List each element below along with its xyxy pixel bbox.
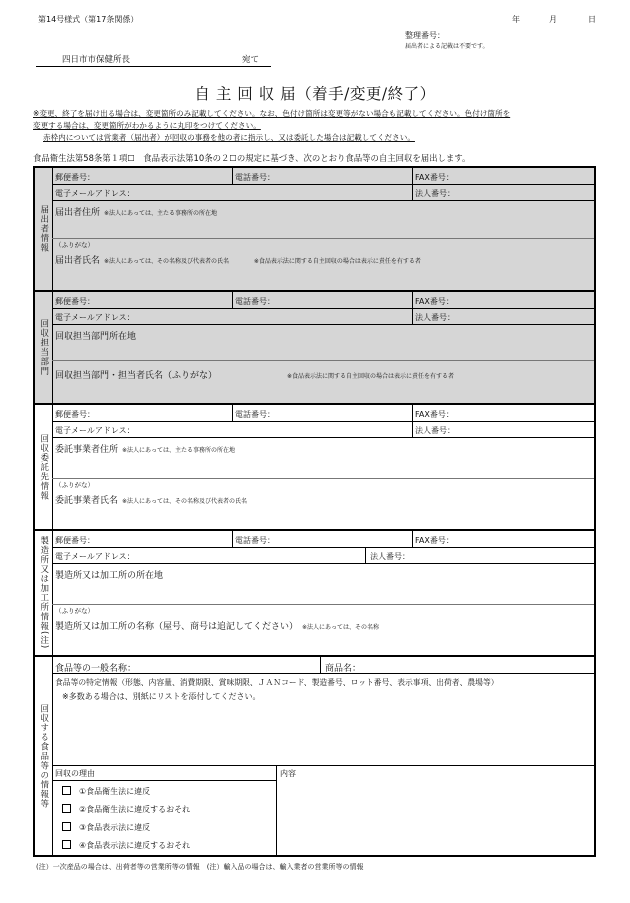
month-label: 月: [549, 15, 557, 24]
furigana-label: （ふりがな）: [55, 241, 94, 249]
food-info-section: [35, 657, 594, 855]
checkbox-icon[interactable]: [62, 840, 71, 849]
instruction-line-1: ※変更、終了を届け出る場合は、変更箇所のみ記載してください。なお、色付け箇所は変更等がない場合も記載してください。色付け箇所を: [33, 109, 511, 118]
recall-department-name-field[interactable]: 回収担当部門・担当者氏名（ふりがな） ※食品表示法に関する自主回収の場合は表示に責任を有する者: [55, 371, 455, 381]
contractor-postal-code-field[interactable]: 郵便番号：: [55, 410, 95, 419]
notifier-name-field[interactable]: 届出者氏名 ※法人にあっては、その名称及び代表者の氏名 ※食品表示法に関する自主回収の場合は表示に責任を有する者: [55, 256, 421, 266]
checkbox-icon[interactable]: [62, 804, 71, 813]
recall-department-address-field[interactable]: 回収担当部門所在地: [55, 332, 137, 342]
contractor-corporate-number-field[interactable]: 法人番号：: [415, 426, 455, 435]
contractor-section: [35, 405, 594, 529]
general-name-field[interactable]: 食品等の一般名称：: [55, 664, 137, 674]
factory-section: [35, 531, 594, 655]
factory-side-label: 製造所又は加工所情報(注): [35, 531, 53, 655]
footer-note: (注）一次産品の場合は、出荷者等の営業所等の情報 (注）輸入品の場合は、輸入業者の営業所等の情報: [36, 863, 364, 871]
checkbox-icon[interactable]: [62, 786, 71, 795]
legal-basis: 食品衛生法第58条第１項☐ 食品表示法第10条の２☐の規定に基づき、次のとおり食品等の自主回収を届出します。: [33, 153, 471, 163]
recall-content-field[interactable]: 内容: [280, 769, 296, 778]
year-label: 年: [512, 15, 520, 24]
factory-furigana-label: （ふりがな）: [55, 607, 94, 615]
reference-number-label: 整理番号：: [405, 31, 445, 40]
addressee-underline: [36, 66, 271, 67]
instruction-line-3: 赤枠内については営業者（届出者）が回収の事務を他の者に指示し、又は委託した場合は記載してください。: [43, 133, 415, 142]
reason-option-3[interactable]: ③食品表示法に違反: [62, 822, 150, 833]
factory-corporate-number-field[interactable]: 法人番号：: [370, 552, 410, 561]
food-info-side-label: 回収する食品等の情報等: [35, 657, 53, 855]
factory-address-field[interactable]: 製造所又は加工所の所在地: [55, 571, 164, 581]
phone-field[interactable]: 電話番号：: [235, 173, 275, 182]
postal-code-field[interactable]: 郵便番号：: [55, 173, 95, 182]
form-number: 第14号様式（第17条関係）: [38, 15, 139, 24]
contractor-side-label: 回収委託先情報: [35, 405, 53, 529]
product-spec-field[interactable]: 食品等の特定情報（形態、内容量、消費期限、賞味期限、ＪＡＮコード、製造番号、ロット番号、表示事項、出荷者、農場等）: [55, 678, 499, 687]
reason-option-4[interactable]: ④食品表示法に違反するおそれ: [62, 840, 190, 851]
fax-field[interactable]: FAX番号：: [415, 173, 454, 182]
addressee: 四日市市保健所長: [62, 55, 131, 65]
recall-postal-code-field[interactable]: 郵便番号：: [55, 297, 95, 306]
recall-phone-field[interactable]: 電話番号：: [235, 297, 275, 306]
email-field[interactable]: 電子メールアドレス：: [55, 189, 135, 198]
day-label: 日: [588, 15, 596, 24]
recall-fax-field[interactable]: FAX番号：: [415, 297, 454, 306]
product-spec-note: ※多数ある場合は、別紙にリストを添付してください。: [62, 692, 261, 701]
reference-number-note: 届出者による記載は不要です。: [405, 43, 489, 50]
page-title: 自 主 回 収 届（着手/変更/終了）: [194, 85, 436, 103]
contractor-furigana-label: （ふりがな）: [55, 481, 94, 489]
instruction-line-2: 変更する場合は、変更箇所がわかるように丸印をつけてください。: [33, 121, 261, 130]
factory-name-field[interactable]: 製造所又は加工所の名称（屋号、商号は追記してください） ※法人にあっては、その名称: [55, 622, 379, 632]
recall-department-side-label: 回収担当部門: [35, 292, 53, 403]
contractor-phone-field[interactable]: 電話番号：: [235, 410, 275, 419]
recall-form: [33, 166, 596, 857]
addressee-suffix: 宛て: [242, 55, 260, 65]
contractor-name-field[interactable]: 委託事業者氏名 ※法人にあっては、その名称及び代表者の氏名: [55, 496, 247, 506]
contractor-address-field[interactable]: 委託事業者住所 ※法人にあっては、主たる事務所の所在地: [55, 445, 235, 455]
factory-postal-code-field[interactable]: 郵便番号：: [55, 536, 95, 545]
checkbox-icon[interactable]: [62, 822, 71, 831]
factory-fax-field[interactable]: FAX番号：: [415, 536, 454, 545]
contractor-fax-field[interactable]: FAX番号：: [415, 410, 454, 419]
corporate-number-field[interactable]: 法人番号：: [415, 189, 455, 198]
factory-email-field[interactable]: 電子メールアドレス：: [55, 552, 135, 561]
reason-option-2[interactable]: ②食品衛生法に違反するおそれ: [62, 804, 190, 815]
factory-phone-field[interactable]: 電話番号：: [235, 536, 275, 545]
recall-department-section: [35, 292, 594, 403]
notifier-side-label: 届出者情報: [35, 168, 53, 290]
contractor-email-field[interactable]: 電子メールアドレス：: [55, 426, 135, 435]
reason-option-1[interactable]: ①食品衛生法に違反: [62, 786, 150, 797]
product-name-field[interactable]: 商品名：: [325, 664, 362, 674]
recall-reason-label: 回収の理由: [55, 769, 95, 778]
notifier-address-field[interactable]: 届出者住所 ※法人にあっては、主たる事務所の所在地: [55, 208, 217, 218]
recall-email-field[interactable]: 電子メールアドレス：: [55, 313, 135, 322]
notifier-section: [35, 168, 594, 290]
recall-corporate-number-field[interactable]: 法人番号：: [415, 313, 455, 322]
